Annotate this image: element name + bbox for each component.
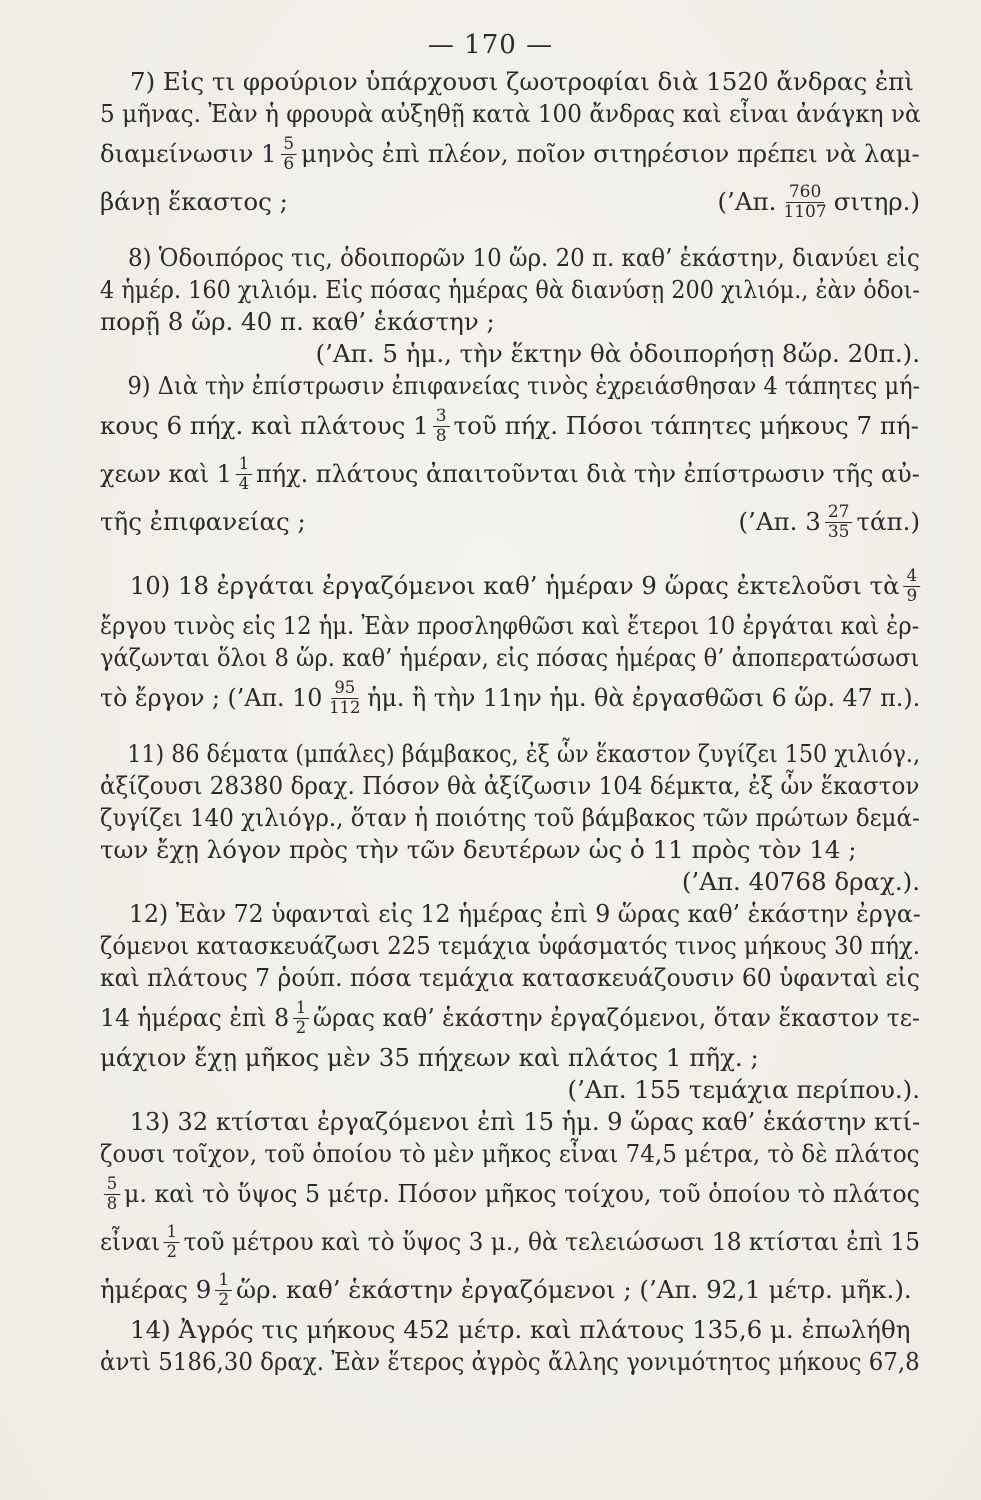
- line-text: (’Απ. 40768 δραχ.).: [681, 867, 920, 896]
- page-number: — 170 —: [427, 30, 554, 60]
- text-line: [100, 802, 920, 834]
- fraction-numerator: 5: [280, 135, 297, 155]
- line-text: πήχ. πλάτους ἀπαιτοῦνται διὰ τὴν ἐπίστρωσιν τῆς αὐ-: [256, 459, 920, 488]
- line-text: μ. καὶ τὸ ὕψος 5 μέτρ. Πόσον μῆκος τοίχου, τοῦ ὁποίου τὸ πλάτος: [124, 1179, 920, 1208]
- text-line: [100, 866, 920, 898]
- fraction: [280, 135, 297, 174]
- text-line: [100, 562, 950, 610]
- line-text: (’Απ. 5 ἡμ., τὴν ἕκτην θὰ ὁδοιπορήσῃ 8ὥρ. 20π.).: [315, 339, 920, 368]
- text-line: [100, 898, 949, 930]
- text-line: [100, 274, 920, 306]
- fraction-numerator: 5: [104, 1175, 120, 1195]
- text-line: [100, 994, 920, 1042]
- text-line: [100, 674, 920, 722]
- text-line: [100, 1106, 950, 1138]
- fraction: [293, 999, 309, 1038]
- text-line: [100, 178, 920, 226]
- answer-prefix: (’Απ.: [717, 187, 777, 216]
- fraction-numerator: 1: [236, 455, 252, 475]
- text-line: [100, 498, 920, 546]
- spacer: [100, 546, 920, 562]
- spacer: [100, 226, 920, 242]
- text-line: [100, 402, 920, 450]
- line-text: ἀξίζουσι 28380 δραχ. Πόσον θὰ ἀξίζωσιν 104 δέμκτα, ἐξ ὧν ἕκαστον: [100, 771, 920, 800]
- line-text: 11) 86 δέματα (μπάλες) βάμβακος, ἐξ ὧν ἕκαστον ζυγίζει 150 χιλιόγ.,: [127, 739, 921, 768]
- answer: [739, 503, 921, 542]
- text-column: [100, 66, 920, 1378]
- fraction-numerator: 1: [215, 1271, 232, 1291]
- text-line: [100, 450, 920, 498]
- text-line: [100, 370, 947, 402]
- answer-prefix: (’Απ. 3: [738, 507, 821, 536]
- fraction-denominator: 2: [218, 1289, 230, 1310]
- fraction-numerator: 3: [433, 407, 450, 427]
- line-text: ζόμενοι κατασκευάζωσι 225 τεμάχια ὑφάσματός τινος μήκους 30 πήχ.: [100, 931, 920, 960]
- line-text: 12) Ἐὰν 72 ὑφανταὶ εἰς 12 ἡμέρας ἐπὶ 9 ὥρας καθ’ ἑκάστην ἐργα-: [128, 899, 921, 928]
- line-text: (’Απ. 155 τεμάχια περίπου.).: [567, 1075, 920, 1104]
- text-line: [100, 66, 920, 98]
- fraction-numerator: 760: [786, 183, 824, 203]
- text-line: [100, 242, 948, 274]
- text-line: [100, 738, 947, 770]
- spacer: [100, 722, 920, 738]
- fraction-numerator: 1: [293, 999, 309, 1019]
- line-text: 14 ἡμέρας ἐπὶ 8: [100, 1003, 290, 1032]
- fraction-denominator: 4: [238, 473, 250, 494]
- line-text: 13) 32 κτίσται ἐργαζόμενοι ἐπὶ 15 ἡμ. 9 ὥρας καθ’ ἑκάστην κτί-: [129, 1107, 921, 1136]
- line-text: τοῦ μέτρου καὶ τὸ ὕψος 3 μ., θὰ τελειώσωσι 18 κτίσται ἐπὶ 15: [183, 1227, 920, 1256]
- text-line: [100, 1074, 920, 1106]
- line-text: 7) Εἰς τι φρούριον ὑπάρχουσι ζωοτροφίαι διὰ 1520 ἄνδρας ἐπὶ: [130, 67, 914, 96]
- line-text: ἔργου τινὸς εἰς 12 ἡμ. Ἐὰν προσληφθῶσι καὶ ἕτεροι 10 ἐργάται καὶ ἐρ-: [100, 611, 920, 640]
- line-text: ὥρας καθ’ ἑκάστην ἐργαζόμενοι, ὅταν ἕκαστον τε-: [312, 1003, 920, 1032]
- line-text: τὸ ἔργον ; (’Απ. 10: [100, 683, 323, 712]
- line-text: ζυγίζει 140 χιλιόγρ., ὅταν ἡ ποιότης τοῦ βάμβακος τῶν πρώτων δεμά-: [100, 803, 920, 832]
- line-text: 10) 18 ἐργάται ἐργαζόμενοι καθ’ ἡμέραν 9 ὥρας ἐκτελοῦσι τὰ: [129, 571, 900, 600]
- fraction: [825, 503, 853, 542]
- line-text: χεων καὶ 1: [100, 459, 232, 488]
- fraction-denominator: 35: [827, 521, 850, 542]
- line-text: γάζωνται ὅλοι 8 ὥρ. καθ’ ἡμέραν, εἰς πόσας ἡμέρας θ’ ἀποπερατώσωσι: [100, 643, 920, 672]
- text-line: [100, 1170, 920, 1218]
- text-line: [100, 610, 920, 642]
- line-text: βάνῃ ἕκαστος ;: [100, 187, 288, 216]
- text-line: [100, 770, 920, 802]
- line-text: 14) Ἀγρός τις μήκους 452 μέτρ. καὶ πλάτους 135,6 μ. ἐπωλήθη: [130, 1315, 911, 1344]
- fraction: [903, 567, 920, 606]
- line-text: τοῦ πήχ. Πόσοι τάπητες μήκους 7 πή-: [453, 411, 919, 440]
- fraction-numerator: 27: [825, 503, 853, 523]
- fraction-denominator: 1107: [783, 201, 827, 222]
- line-text: 4 ἡμέρ. 160 χιλιόμ. Εἰς πόσας ἡμέρας θὰ διανύσῃ 200 χιλιόμ., ἐὰν ὁδοι-: [100, 275, 920, 304]
- text-line: [100, 1138, 920, 1170]
- text-line: [100, 130, 920, 178]
- line-text: τῆς ἐπιφανείας ;: [100, 507, 306, 536]
- answer-suffix: σιτηρ.): [833, 187, 920, 216]
- text-line: [100, 306, 920, 338]
- line-text: ζουσι τοῖχον, τοῦ ὁποίου τὸ μὲν μῆκος εἶναι 74,5 μέτρα, τὸ δὲ πλάτος: [100, 1139, 920, 1168]
- line-text: των ἔχῃ λόγον πρὸς τὴν τῶν δευτέρων ὡς ὁ 11 πρὸς τὸν 14 ;: [100, 835, 857, 864]
- fraction: [164, 1223, 180, 1262]
- text-line: [100, 834, 920, 866]
- line-text: 8) Ὁδοιπόρος τις, ὁδοιπορῶν 10 ὥρ. 20 π. καθ’ ἑκάστην, διανύει εἰς: [128, 243, 920, 272]
- fraction-denominator: 9: [906, 585, 918, 606]
- line-text: μηνὸς ἐπὶ πλέον, ποῖον σιτηρέσιον πρέπει νὰ λαμ-: [300, 139, 920, 168]
- line-text: 5 μῆνας. Ἐὰν ἡ φρουρὰ αὐξηθῇ κατὰ 100 ἄνδρας καὶ εἶναι ἀνάγκη νὰ: [100, 99, 921, 128]
- line-text: πορῇ 8 ὥρ. 40 π. καθ’ ἑκάστην ;: [100, 307, 495, 336]
- line-text: 9) Διὰ τὴν ἐπίστρωσιν ἐπιφανείας τινὸς ἐχρειάσθησαν 4 τάπητες μή-: [127, 371, 921, 400]
- text-line: [100, 930, 920, 962]
- fraction: [104, 1175, 120, 1214]
- text-line: [100, 1042, 920, 1074]
- text-line: [100, 338, 920, 370]
- fraction: [780, 183, 829, 222]
- line-text: ὥρ. καθ’ ἑκάστην ἐργαζόμενοι ; (’Απ. 92,1 μέτρ. μῆκ.).: [236, 1275, 912, 1304]
- fraction-denominator: 8: [106, 1193, 118, 1214]
- fraction-numerator: 95: [331, 679, 358, 699]
- line-text: διαμείνωσιν 1: [100, 139, 277, 168]
- answer-suffix: τάπ.): [856, 507, 920, 536]
- fraction-numerator: 4: [903, 567, 920, 587]
- text-line: [100, 1314, 920, 1346]
- fraction: [326, 679, 363, 718]
- text-line: [100, 98, 920, 130]
- text-line: [100, 962, 920, 994]
- line-text: εἶναι: [100, 1227, 161, 1256]
- fraction-denominator: 6: [283, 153, 295, 174]
- fraction-denominator: 8: [435, 425, 447, 446]
- line-text: μάχιον ἔχῃ μῆκος μὲν 35 πήχεων καὶ πλάτος 1 πῆχ. ;: [100, 1043, 759, 1072]
- fraction: [433, 407, 450, 446]
- fraction-numerator: 1: [164, 1223, 180, 1243]
- line-text: ἡμ. ἢ τὴν 11ην ἡμ. θὰ ἐργασθῶσι 6 ὥρ. 47 π.).: [367, 683, 921, 712]
- line-text: ἡμέρας 9: [100, 1275, 212, 1304]
- line-text: καὶ πλάτους 7 ῥούπ. πόσα τεμάχια κατασκευάζουσιν 60 ὑφανταὶ εἰς: [100, 963, 920, 992]
- text-line: [100, 642, 920, 674]
- answer: [717, 183, 920, 222]
- text-line: [100, 1266, 920, 1314]
- text-line: [100, 1346, 920, 1378]
- fraction: [236, 455, 252, 494]
- line-text: κους 6 πήχ. καὶ πλάτους 1: [100, 411, 429, 440]
- text-line: [100, 1218, 920, 1266]
- fraction-denominator: 2: [166, 1241, 177, 1262]
- fraction-denominator: 2: [295, 1017, 307, 1038]
- fraction: [215, 1271, 232, 1310]
- fraction-denominator: 112: [329, 697, 361, 718]
- line-text: ἀντὶ 5186,30 δραχ. Ἐὰν ἕτερος ἀγρὸς ἄλλης γονιμότητος μήκους 67,8: [100, 1347, 920, 1376]
